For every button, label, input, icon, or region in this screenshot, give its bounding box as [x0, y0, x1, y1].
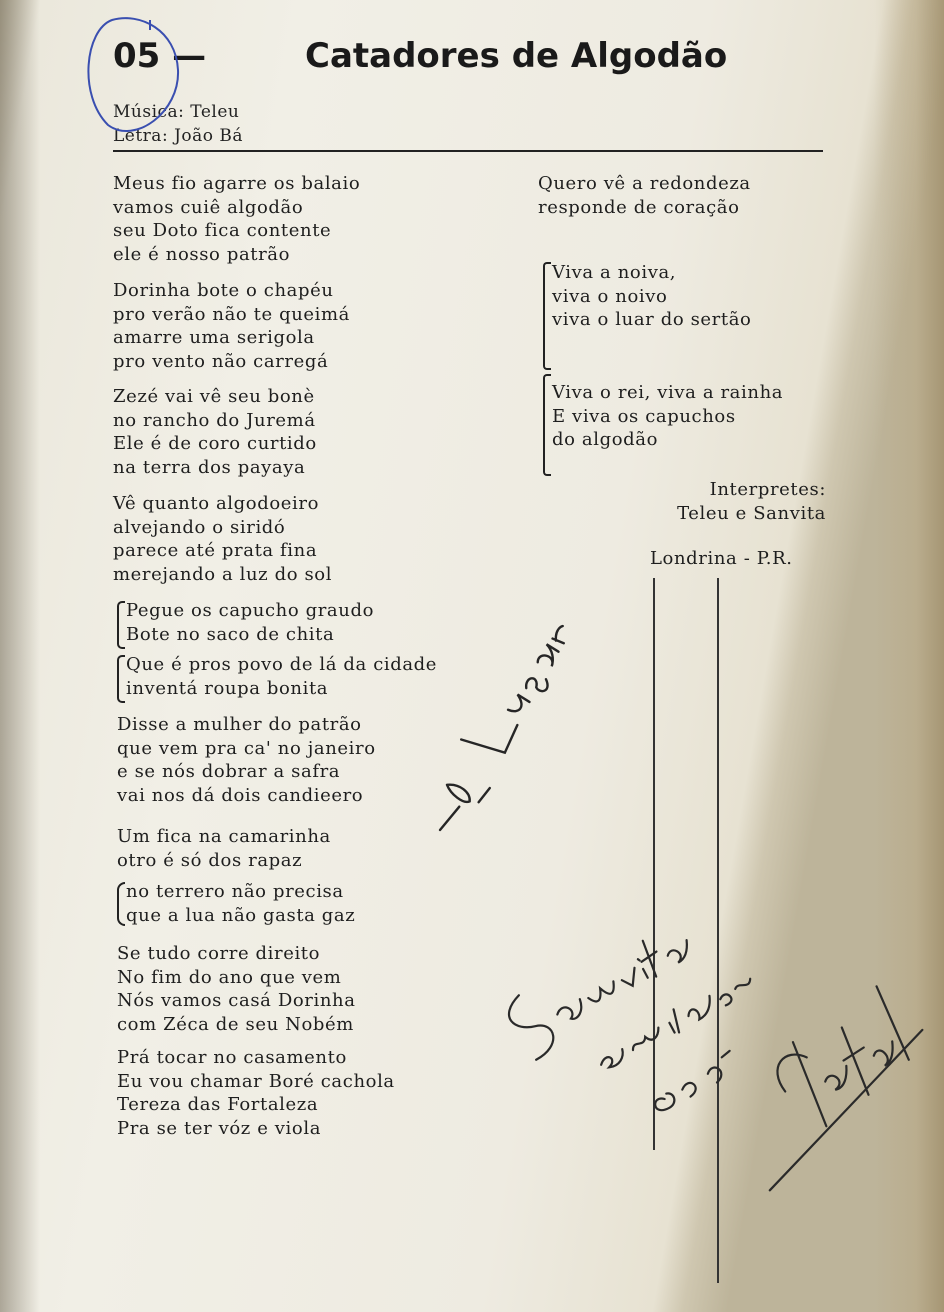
- lyric-line: que a lua não gasta gaz: [126, 904, 356, 926]
- lyric-line: Viva a noiva,: [552, 262, 677, 283]
- lyric-line: viva o noivo: [552, 285, 668, 307]
- interpretes-names: Teleu e Sanvita: [677, 502, 826, 524]
- song-title: Catadores de Algodão: [305, 36, 728, 76]
- lyric-line: viva o luar do sertão: [552, 309, 752, 330]
- lyric-line: merejando a luz do sol: [113, 563, 333, 585]
- place-text: Londrina - P.R.: [650, 548, 793, 569]
- lyric-line: Prá tocar no casamento: [117, 1047, 347, 1068]
- lyric-line: vai nos dá dois candieero: [117, 784, 364, 806]
- lyric-line: parece até prata fina: [113, 540, 318, 561]
- lyric-line: responde de coração: [538, 196, 740, 218]
- lyric-line: do algodão: [552, 429, 659, 450]
- lyric-line: pro vento não carregá: [113, 350, 329, 372]
- lyric-line: inventá roupa bonita: [126, 677, 329, 699]
- lyric-line: Meus fio agarre os balaio: [113, 173, 361, 194]
- lyric-line: no terrero não precisa: [126, 881, 344, 902]
- song-number: 05 —: [113, 36, 207, 76]
- lyric-line: Eu vou chamar Boré cachola: [117, 1070, 395, 1092]
- lyrics-credit: Letra: João Bá: [113, 126, 244, 146]
- lyric-line: Pra se ter vóz e viola: [117, 1117, 322, 1139]
- interpretes-label: Interpretes:: [709, 479, 826, 500]
- lyric-line: ele é nosso patrão: [113, 243, 291, 265]
- lyric-line: amarre uma serigola: [113, 327, 315, 348]
- lyric-line: seu Doto fica contente: [113, 220, 332, 241]
- lyric-line: vamos cuiê algodão: [113, 196, 304, 218]
- lyric-line: Zezé vai vê seu bonè: [113, 386, 315, 407]
- handwriting-signature: [502, 836, 944, 1261]
- lyric-line: Disse a mulher do patrão: [117, 714, 362, 735]
- lyric-line: Nós vamos casá Dorinha: [117, 990, 356, 1011]
- lyric-line: No fim do ano que vem: [117, 966, 342, 988]
- lyric-line: Bote no saco de chita: [126, 623, 335, 645]
- lyric-line: Vê quanto algodoeiro: [113, 493, 320, 514]
- lyric-line: Um fica na camarinha: [117, 826, 331, 847]
- lyric-line: pro verão não te queimá: [113, 303, 351, 325]
- handwriting-first-place: [415, 612, 584, 840]
- lyric-line: Se tudo corre direito: [117, 943, 321, 964]
- lyric-line: no rancho do Juremá: [113, 409, 316, 431]
- lyric-line: Que é pros povo de lá da cidade: [126, 654, 438, 675]
- lyric-line: Viva o rei, viva a rainha: [552, 382, 784, 403]
- lyric-line: que vem pra ca' no janeiro: [117, 737, 376, 759]
- lyric-line: Dorinha bote o chapéu: [113, 280, 334, 301]
- lyric-line: na terra dos payaya: [113, 456, 306, 478]
- lyric-line: Ele é de coro curtido: [113, 433, 317, 454]
- lyric-line: alvejando o siridó: [113, 516, 286, 538]
- lyric-line: Pegue os capucho graudo: [126, 600, 375, 621]
- lyric-line: otro é só dos rapaz: [117, 849, 303, 871]
- lyric-line: Quero vê a redondeza: [538, 173, 751, 194]
- lyric-line: Tereza das Fortaleza: [117, 1094, 319, 1115]
- circle-mark: [88, 18, 178, 131]
- lyric-line: com Zéca de seu Nobém: [117, 1013, 354, 1035]
- music-credit: Música: Teleu: [113, 102, 240, 122]
- lyric-line: e se nós dobrar a safra: [117, 761, 341, 782]
- lyric-line: E viva os capuchos: [552, 405, 736, 427]
